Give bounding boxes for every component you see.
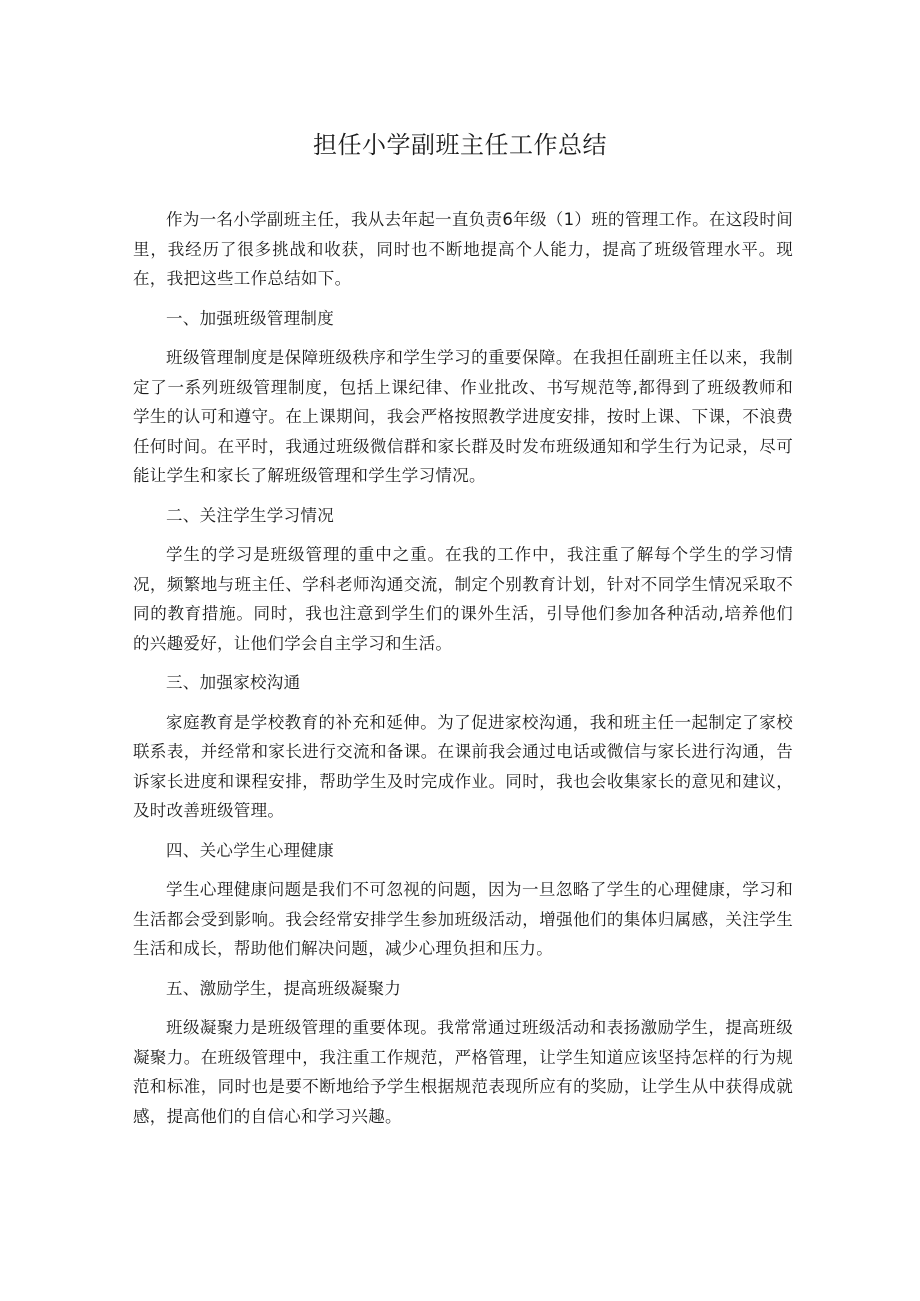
section-body-3: 家庭教育是学校教育的补充和延伸。为了促进家校沟通，我和班主任一起制定了家校联系表，并经常和家长进行交流和备课。在课前我会通过电话或微信与家长进行沟通，告诉家长进度和课程安排，帮助学生及时完成作业。同时，我也会收集家长的意见和建议，及时改善班级管理。 — [133, 712, 793, 820]
intro-paragraph: 作为一名小学副班主任，我从去年起一直负责6年级（1）班的管理工作。在这段时间里，我经历了很多挑战和收获，同时也不断地提高个人能力，提高了班级管理水平。现在，我把这些工作总结如下。 — [133, 210, 793, 288]
document-title: 担任小学副班主任工作总结 — [313, 131, 607, 159]
document-body — [133, 205, 793, 1141]
section-heading-5: 五、激励学生，提高班级凝聚力 — [166, 978, 402, 998]
section-heading-3: 三、加强家校沟通 — [166, 673, 301, 692]
section-heading-1: 一、加强班级管理制度 — [166, 308, 334, 328]
section-body-1: 班级管理制度是保障班级秩序和学生学习的重要保障。在我担任副班主任以来，我制定了一系列班级管理制度，包括上课纪律、作业批改、书写规范等,都得到了班级教师和学生的认可和遵守。在上课期间，我会严格按照教学进度安排，按时上课、下课，不浪费任何时间。在平时，我通过班级微信群和家长群及时发布班级通知和学生行为记录，尽可能让学生和家长了解班级管理和学生学习情况。 — [133, 348, 793, 485]
section-heading-4: 四、关心学生心理健康 — [166, 840, 334, 860]
section-body-4: 学生心理健康问题是我们不可忽视的问题，因为一旦忽略了学生的心理健康，学习和生活都会受到影响。我会经常安排学生参加班级活动，增强他们的集体归属感，关注学生生活和成长，帮助他们解决问题，减少心理负担和压力。 — [133, 880, 793, 958]
section-body-2: 学生的学习是班级管理的重中之重。在我的工作中，我注重了解每个学生的学习情况，频繁地与班主任、学科老师沟通交流，制定个别教育计划，针对不同学生情况采取不同的教育措施。同时，我也注意到学生们的课外生活，引导他们参加各种活动,培养他们的兴趣爱好，让他们学会自主学习和生活。 — [133, 545, 793, 653]
section-heading-2: 二、关注学生学习情况 — [166, 505, 334, 525]
section-body-5: 班级凝聚力是班级管理的重要体现。我常常通过班级活动和表扬激励学生，提高班级凝聚力。在班级管理中，我注重工作规范，严格管理，让学生知道应该坚持怎样的行为规范和标准，同时也是要不断地给予学生根据规范表现所应有的奖励，让学生从中获得成就感，提高他们的自信心和学习兴趣。 — [133, 1018, 793, 1126]
